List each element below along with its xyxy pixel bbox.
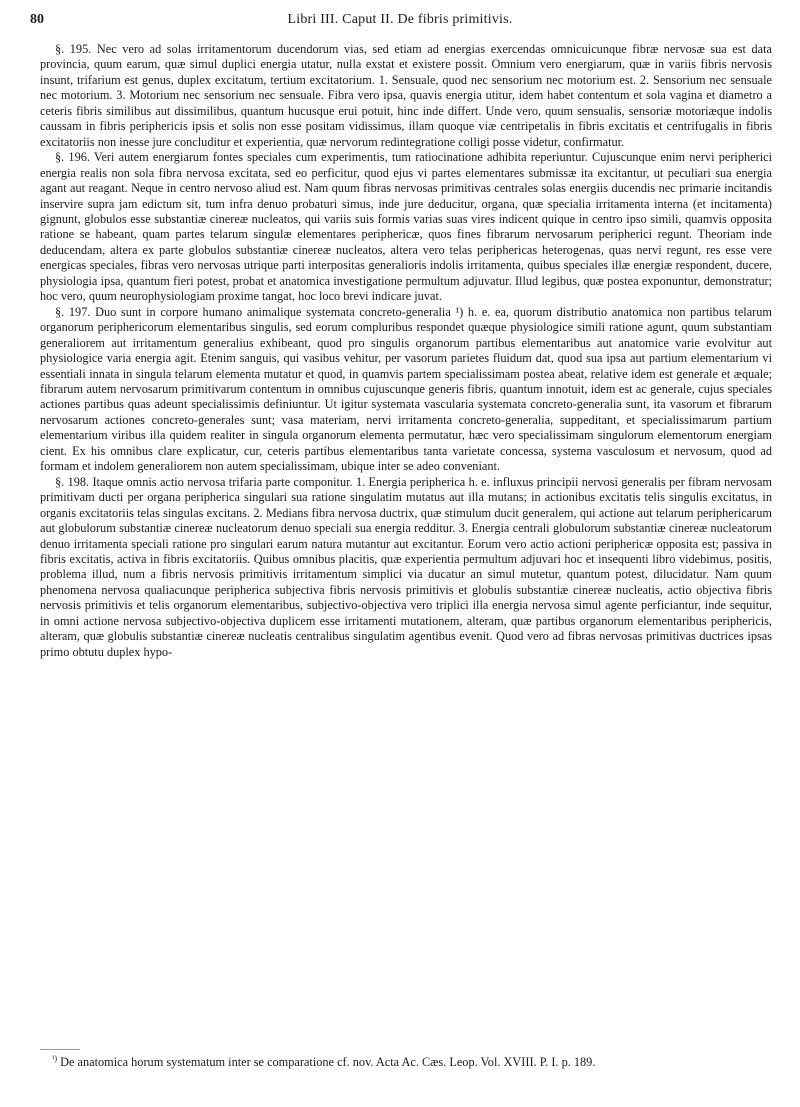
paragraph-195: §. 195. Nec vero ad solas irritamentorum ducendorum vias, sed etiam ad energias exercendas omnicuicunque fibræ nervosæ sua est data provincia, quum earum, quæ simul duplici energia utatur, nulla exstat et existere possit. Omnium vero energiarum, quæ in variis fibris nervosis insunt, trifarium est genus, duplex excitatum, tertium excitatorium. 1. Sensuale, quod nec sensorium nec motorium est. 2. Sensorium nec sensuale nec motorium. 3. Motorium nec sensorium nec sensuale. Fibra vero ipsa, quavis energia utitur, idem habet contentum et sola vagina et diametro a ceteris fibris similibus aut dissimilibus, quantum hucusque erui potuit, hinc inde differt. Unde vero, quum sensualis, sensoriæ motoriæque indolis caussam in fibris periphericis ipsis et solis non esse positam vidissimus, illam quoque viæ centripetalis in fibris excitatis et centrifugalis in fibris excitatoriis non inesse jure concluditur et experientia, quæ nervorum redintegratione colligi posse videtur, confirmatur. bbox=[40, 42, 772, 149]
footnote-mark: ¹) bbox=[52, 1054, 58, 1063]
running-head: Libri III. Caput II. De fibris primitivis. bbox=[287, 12, 513, 27]
body-text bbox=[40, 42, 772, 660]
paragraph-198: §. 198. Itaque omnis actio nervosa trifaria parte componitur. 1. Energia peripherica h. e. influxus principii nervosi generalis per fibram nervosam primitivam ducti per organa peripherica singulari sua ratione singulatim mutatus aut illa mutans; in actionibus excitatis telis singulis excitatus, in organis excitatoriis telas singulas excitans. 2. Medians fibra nervosa ductrix, quæ stimulum ducit generalem, qui actione aut telarum periphericarum aut globulorum substantiæ cinereæ nucleatorum denuo speciali sua energia redditur. 3. Energia centrali globulorum substantiæ cinereæ nucleatorum denuo irritamenta speciali ratione pro singulari earum natura mutantur aut excitantur. Eorum vero actio actioni periphericæ opposita est; passiva in fibris excitatis, activa in fibris excitatoriis. Quibus omnibus placitis, quæ experientia permultum adjuvari hoc et insequenti libro videbimus, positis, problema illud, num a fibris nervosis primitivis irritamentum simplici via ducatur an simul mutetur, quantum potest, dilucidatur. Nam quum phenomena nervosa qualiacunque peripherica subjectiva fibris nervosis primitivis et globulis substantiæ cinereæ nucleatis, actio objectiva fibris nervosis primitivis et telis organorum elementaribus, subjectivo-objectiva vero triplici illa energia nervosa simul agente perficiantur, inde sequitur, in omni actione nervosa subjectivo-objectiva duplicem esse irritamenti mutationem, alteram, quæ partibus organorum elementaribus periphericis, alteram, quæ globulis substantiæ cinereæ nucleatis centralibus singulatim agentibus evenit. Quod vero ad fibras nervosas primitivas ductrices ipsas primo obtutu duplex hypo- bbox=[40, 474, 772, 659]
footnote-rule bbox=[40, 1049, 80, 1050]
footnote-text: De anatomica horum systematum inter se comparatione cf. nov. Acta Ac. Cæs. Leop. Vol. XVIII. P. I. p. 189. bbox=[60, 1055, 596, 1070]
paragraph-196: §. 196. Veri autem energiarum fontes speciales cum experimentis, tum ratiocinatione adhibita reperiuntur. Cujuscunque enim nervi peripherici energia realis non sola fibra nervosa excitata, sed eo perficitur, quod ejus vi partes elementares submissæ ita excitantur, ut peculiari sua energia agant aut reagant. Neque in centro nervoso aliud est. Nam quum fibras nervosas primitivas centrales solas energiis ducendis nec primarie incitandis inservire supra jam edictum sit, tum infra denuo probaturi simus, inde jure deducitur, organa, quæ specialia irritamenta interna (et incitamenta) gignunt, globulos esse substantiæ cinereæ nucleatos, qui variis suis formis varias suas vires indicent quique in centro ipso simili, quamvis opposita ratione se habeant, quam partes telarum singulæ elementares periphericæ, quos fines fibrarum nervosarum peripherici regunt. Theoriam inde deducendam, altera ex parte globulos substantiæ cinereæ nucleatos, altera vero telas periphericas heterogenas, quas nervi regunt, res esse vere energicas speciales, fibras vero nervosas utrique parti interpositas generalioris indolis irritamenta, quibus speciales illæ energiæ respondent, ducere, physiologia ipsa, quantum fieri potest, probat et anatomica investigatione permultum adjuvatur. Illud legibus, quæ postea exponuntur, demonstratur; hoc vero, quum neurophysiologiam proxime tangat, hoc loco brevi indicare juvat. bbox=[40, 150, 772, 304]
page-number: 80 bbox=[30, 12, 44, 27]
paragraph-197: §. 197. Duo sunt in corpore humano animalique systemata concreto-generalia ¹) h. e. ea, quorum distributio anatomica non partibus telarum organorum periphericorum elementaribus singulis, sed eorum compluribus respondet quæque physiologice simili ratione agunt, quum substantiam generaliorem aut irritamentum generalius exhibeant, quod pro singulis organorum partibus elementaribus aut anatomice varie evolvitur aut physiologice varia energia agit. Etenim sanguis, qui vasibus vehitur, per vasorum parietes fluidum dat, quod sua ipsa aut partium elementarium vi essentiali innata in singula telarum elementa mutatur et quod, in quamvis partem specialissimam postea abeat, relative idem est generale et æquale; fibrarum autem nervosarum primitivarum contentum in omnibus cujuscunque generis fibris, quantum innotuit, idem est ac generale, cujus speciales actiones partibus quas adeunt specialissimis definiuntur. Ut igitur systemata vascularia systemata concreto-generalia sunt, ita vasorum et fibrarum nervosarum actiones concreto-generales sunt; vasa materiam, nervi irritamenta concreto-generalia, suppeditant, et specialissimarum partium elementarium viribus illa quidem realiter in singula organorum elementa permutatur, hæc vero specialissimam singulorum elementorum energiam cient. Ex his omnibus clare explicatur, cur, ceteris partibus elementaribus tanta varietate concessa, systema vasculosum et nervosum, quod ad formam et indolem generaliorem non autem specialissimam, ubique inter se adeo conveniant. bbox=[40, 304, 772, 474]
footnote bbox=[40, 1051, 772, 1070]
page-header bbox=[30, 12, 770, 36]
